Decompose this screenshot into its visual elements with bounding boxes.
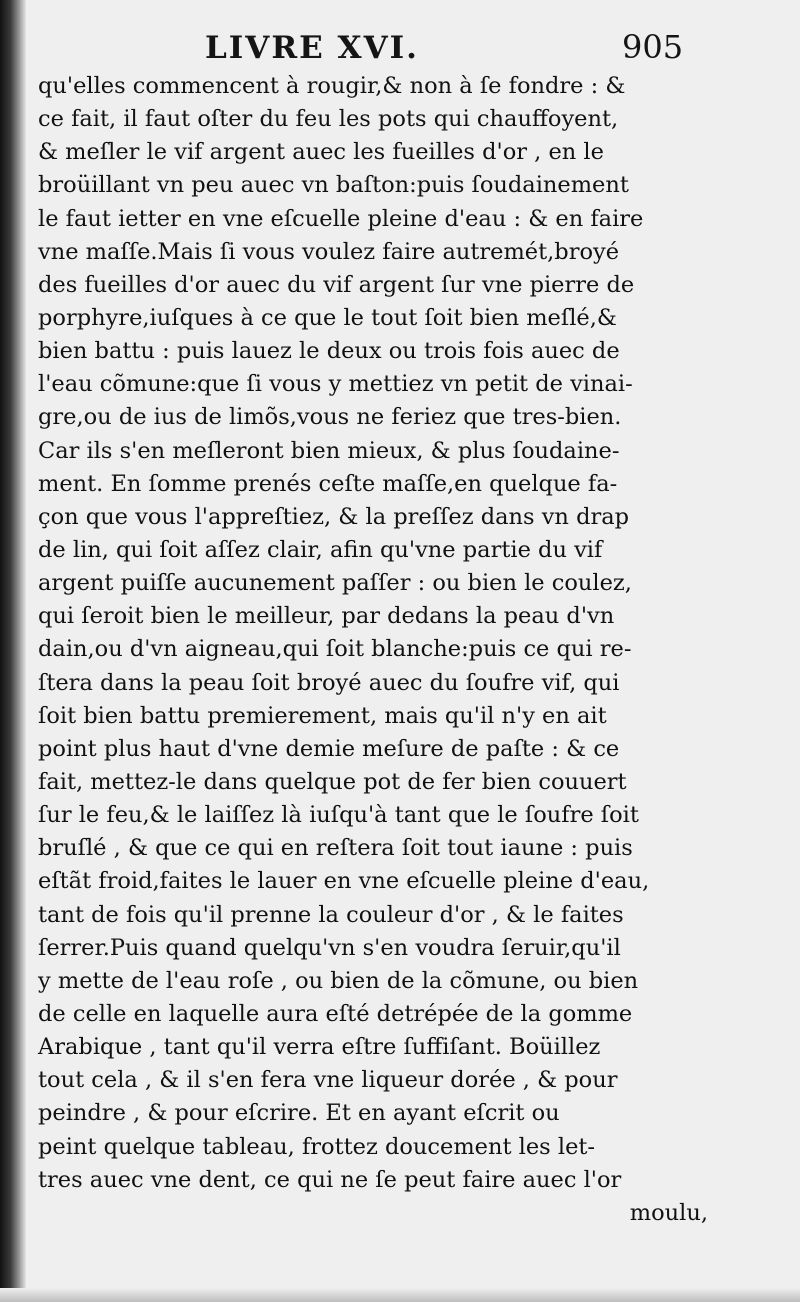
- text-line: y mette de l'eau roſe , ou bien de la cõmune, ou bien: [38, 967, 639, 994]
- binding-shadow: [0, 0, 26, 1302]
- text-line: broüillant vn peu auec vn baſton:puis ſoudainement: [38, 172, 629, 199]
- text-line: de celle en laquelle aura eſté detrépée de la gomme: [38, 1000, 633, 1027]
- text-line: bruſlé , & que ce qui en reſtera ſoit tout iaune : puis: [38, 835, 633, 862]
- text-line: bien battu : puis lauez le deux ou trois fois auec de: [38, 338, 620, 365]
- text-line: tres auec vne dent, ce qui ne ſe peut faire auec l'or: [38, 1166, 622, 1193]
- text-line: fait, mettez-le dans quelque pot de fer bien couuert: [38, 768, 627, 795]
- text-line: peindre , & pour eſcrire. Et en ayant eſcrit ou: [38, 1100, 560, 1127]
- text-line: Car ils s'en meſleront bien mieux, & plus ſoudaine-: [38, 437, 620, 464]
- catchword: moulu,: [629, 1199, 708, 1226]
- text-line: porphyre,iuſques à ce que le tout ſoit bien meſlé,&: [38, 304, 617, 331]
- text-line: ſtera dans la peau ſoit broyé auec du ſoufre vif, qui: [38, 669, 620, 696]
- text-line: eſtãt froid,faites le lauer en vne eſcuelle pleine d'eau,: [38, 868, 650, 895]
- page-bottom-edge: [0, 1288, 800, 1302]
- body-text: [38, 70, 708, 1230]
- text-line: vne maſſe.Mais ſi vous voulez faire autremét,broyé: [38, 238, 620, 265]
- text-line: dain,ou d'vn aigneau,qui ſoit blanche:puis ce qui re-: [38, 636, 632, 663]
- text-line: ment. En ſomme prenés ceſte maſſe,en quelque fa-: [38, 470, 618, 497]
- text-line: qui ſeroit bien le meilleur, par dedans la peau d'vn: [38, 603, 615, 630]
- text-line: & meſler le vif argent auec les fueilles d'or , en le: [38, 139, 604, 166]
- text-line: tout cela , & il s'en fera vne liqueur dorée , & pour: [38, 1067, 618, 1094]
- text-line: Arabique , tant qu'il verra eſtre ſuffiſant. Boüillez: [38, 1034, 601, 1061]
- text-line: argent puiſſe aucunement paſſer : ou bien le coulez,: [38, 570, 632, 597]
- text-line: le faut ietter en vne eſcuelle pleine d'eau : & en faire: [38, 205, 644, 232]
- text-line: l'eau cõmune:que ſi vous y mettiez vn petit de vinai-: [38, 371, 633, 398]
- text-line: point plus haut d'vne demie meſure de paſte : & ce: [38, 735, 620, 762]
- text-line: de lin, qui ſoit aſſez clair, afin qu'vne partie du vif: [38, 536, 603, 563]
- text-line: ſur le feu,& le laiſſez là iuſqu'à tant que le ſoufre ſoit: [38, 802, 639, 829]
- page-number: 905: [622, 28, 684, 66]
- text-line: ſoit bien battu premierement, mais qu'il n'y en ait: [38, 702, 607, 729]
- running-title: LIVRE XVI.: [205, 30, 419, 66]
- text-line: qu'elles commencent à rougir,& non à ſe fondre : &: [38, 73, 626, 99]
- text-line: gre,ou de ius de limõs,vous ne feriez que tres-bien.: [38, 404, 622, 431]
- text-line: ce fait, il faut oſter du feu les pots qui chauffoyent,: [38, 106, 619, 133]
- text-line: çon que vous l'appreſtiez, & la preſſez dans vn drap: [38, 503, 630, 530]
- text-line: peint quelque tableau, frottez doucement les let-: [38, 1133, 596, 1160]
- text-line: des fueilles d'or auec du vif argent ſur vne pierre de: [38, 271, 635, 298]
- text-line: ſerrer.Puis quand quelqu'vn s'en voudra ſeruir,qu'il: [38, 934, 621, 961]
- text-line: tant de fois qu'il prenne la couleur d'or , & le faites: [38, 901, 624, 928]
